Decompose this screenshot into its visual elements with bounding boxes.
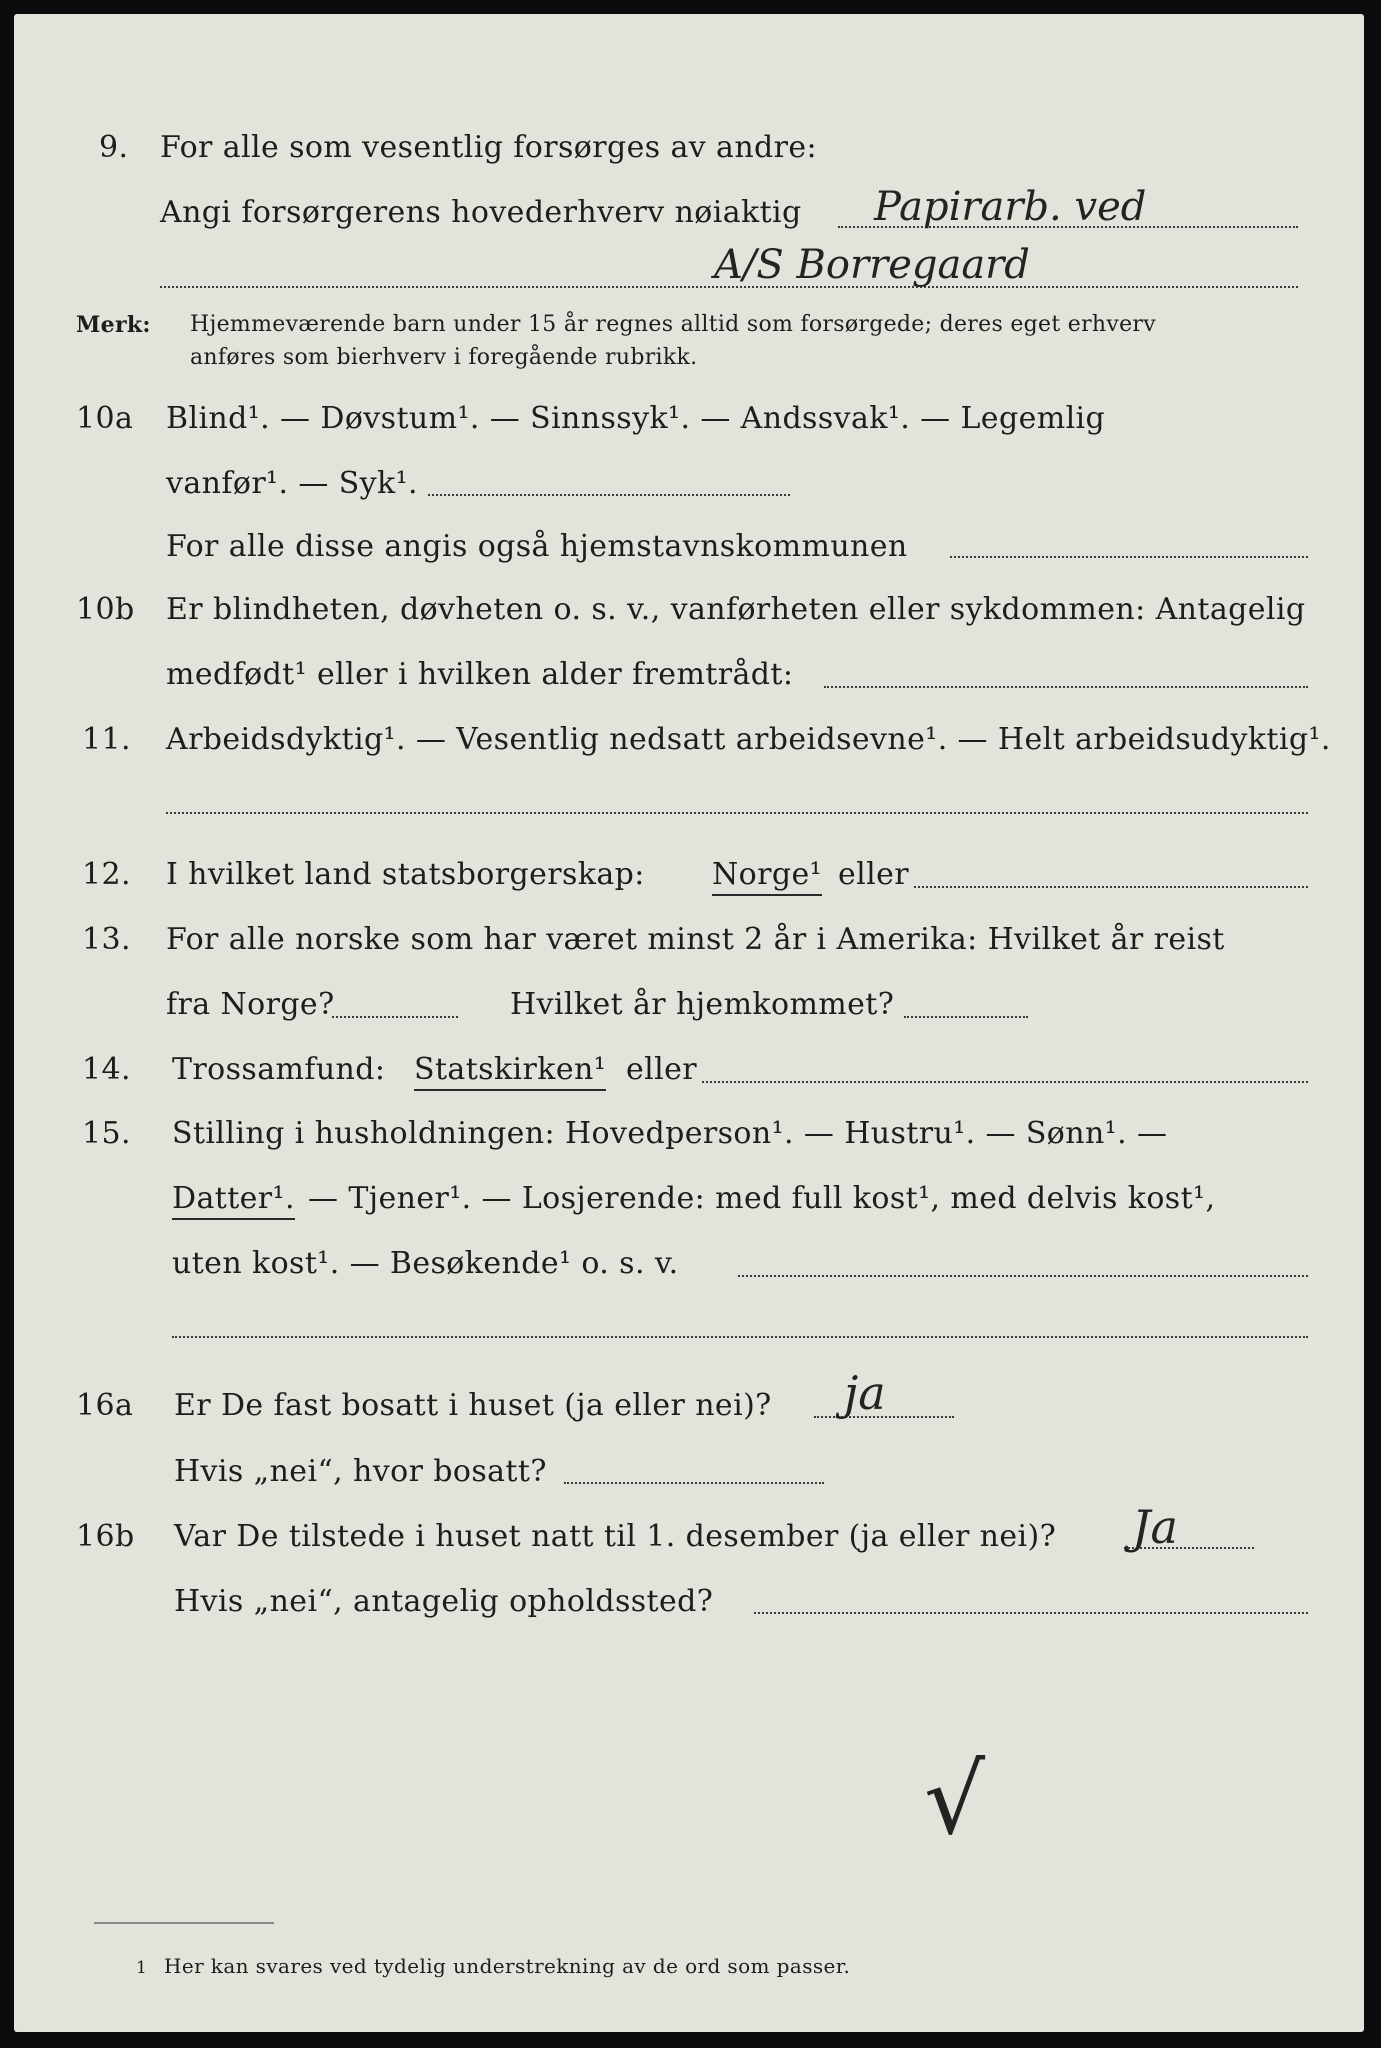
- q13-line2a: fra Norge?: [166, 987, 335, 1022]
- footnote-text: Her kan svares ved tydelig understrekning av de ord som passer.: [164, 1954, 851, 1978]
- q9-line2: Angi forsørgerens hovederhverv nøiaktig: [160, 195, 802, 230]
- merk-line2: anføres som bierhverv i foregående rubrikk.: [190, 345, 698, 370]
- q16a-line2: Hvis „nei“, hvor bosatt?: [174, 1454, 547, 1489]
- q10a-line2: vanfør¹. — Syk¹.: [166, 466, 418, 501]
- q12-text-a: I hvilket land statsborgerskap:: [166, 857, 645, 892]
- q11-answer-line: [166, 812, 1308, 814]
- q14-text-b: eller: [626, 1052, 698, 1087]
- q9-number: 9.: [99, 130, 129, 165]
- merk-label: Merk:: [76, 312, 151, 338]
- q13-line1: For alle norske som har været minst 2 år i Amerika: Hvilket år reist: [166, 922, 1225, 957]
- q12-number: 12.: [82, 857, 131, 892]
- q16b-opholdssted-line: [754, 1612, 1308, 1614]
- q10a-line3: For alle disse angis også hjemstavnskommunen: [166, 529, 908, 564]
- check-mark-icon: √: [924, 1744, 986, 1856]
- q13-number: 13.: [82, 922, 131, 957]
- q13-line2b: Hvilket år hjemkommet?: [510, 987, 895, 1022]
- q9-line1: For alle som vesentlig forsørges av andre:: [160, 130, 818, 165]
- q14-text-a: Trossamfund:: [172, 1052, 386, 1087]
- q10a-number: 10a: [76, 401, 134, 436]
- q12-underlined-norge: Norge¹: [712, 857, 822, 896]
- q11-number: 11.: [82, 722, 131, 757]
- q15-line2: — Tjener¹. — Losjerende: med full kost¹, med delvis kost¹,: [308, 1181, 1216, 1216]
- merk-line1: Hjemmeværende barn under 15 år regnes alltid som forsørgede; deres eget erhverv: [190, 312, 1156, 337]
- q15-number: 15.: [82, 1116, 131, 1151]
- q16a-bosatt-line: [564, 1482, 824, 1484]
- q15-answer-line2: [172, 1336, 1308, 1338]
- q10a-line1: Blind¹. — Døvstum¹. — Sinnssyk¹. — Andssvak¹. — Legemlig: [166, 401, 1106, 436]
- q16b-handwritten-answer: Ja: [1132, 1500, 1178, 1554]
- q16b-line1: Var De tilstede i huset natt til 1. desember (ja eller nei)?: [174, 1519, 1057, 1554]
- q10a-kommune-line: [950, 556, 1308, 558]
- q16a-handwritten-answer: ja: [844, 1366, 886, 1420]
- q13-hjemkommet-line: [904, 1016, 1028, 1018]
- footnote-rule: [94, 1922, 274, 1924]
- q13-reist-line: [332, 1016, 458, 1018]
- q14-answer-line: [702, 1081, 1308, 1083]
- q15-line3: uten kost¹. — Besøkende¹ o. s. v.: [172, 1246, 679, 1281]
- q11-line1: Arbeidsdyktig¹. — Vesentlig nedsatt arbeidsevne¹. — Helt arbeidsudyktig¹.: [166, 722, 1331, 757]
- q16a-number: 16a: [76, 1388, 134, 1423]
- q16b-line2: Hvis „nei“, antagelig opholdssted?: [174, 1584, 714, 1619]
- q10b-line2: medfødt¹ eller i hvilken alder fremtrådt:: [166, 657, 794, 692]
- q12-text-b: eller: [838, 857, 910, 892]
- q14-underlined-statskirken: Statskirken¹: [414, 1052, 606, 1091]
- q10b-number: 10b: [76, 592, 135, 627]
- q14-number: 14.: [82, 1052, 131, 1087]
- footnote-mark: 1: [136, 1958, 148, 1978]
- q15-underlined-datter: Datter¹.: [172, 1181, 295, 1220]
- q10a-syk-line: [428, 494, 790, 496]
- q9-handwritten-answer1: Papirarb. ved: [874, 184, 1147, 230]
- q16a-line1: Er De fast bosatt i huset (ja eller nei)?: [174, 1388, 772, 1423]
- q12-answer-line: [914, 886, 1308, 888]
- q10b-answer-line: [824, 686, 1308, 688]
- q15-answer-line1: [738, 1275, 1308, 1277]
- q9-handwritten-answer2: A/S Borregaard: [714, 242, 1030, 288]
- q16b-number: 16b: [76, 1519, 135, 1554]
- q10b-line1: Er blindheten, døvheten o. s. v., vanførheten eller sykdommen: Antagelig: [166, 592, 1306, 627]
- census-form-page: [14, 14, 1364, 2032]
- q15-line1: Stilling i husholdningen: Hovedperson¹. — Hustru¹. — Sønn¹. —: [172, 1116, 1168, 1151]
